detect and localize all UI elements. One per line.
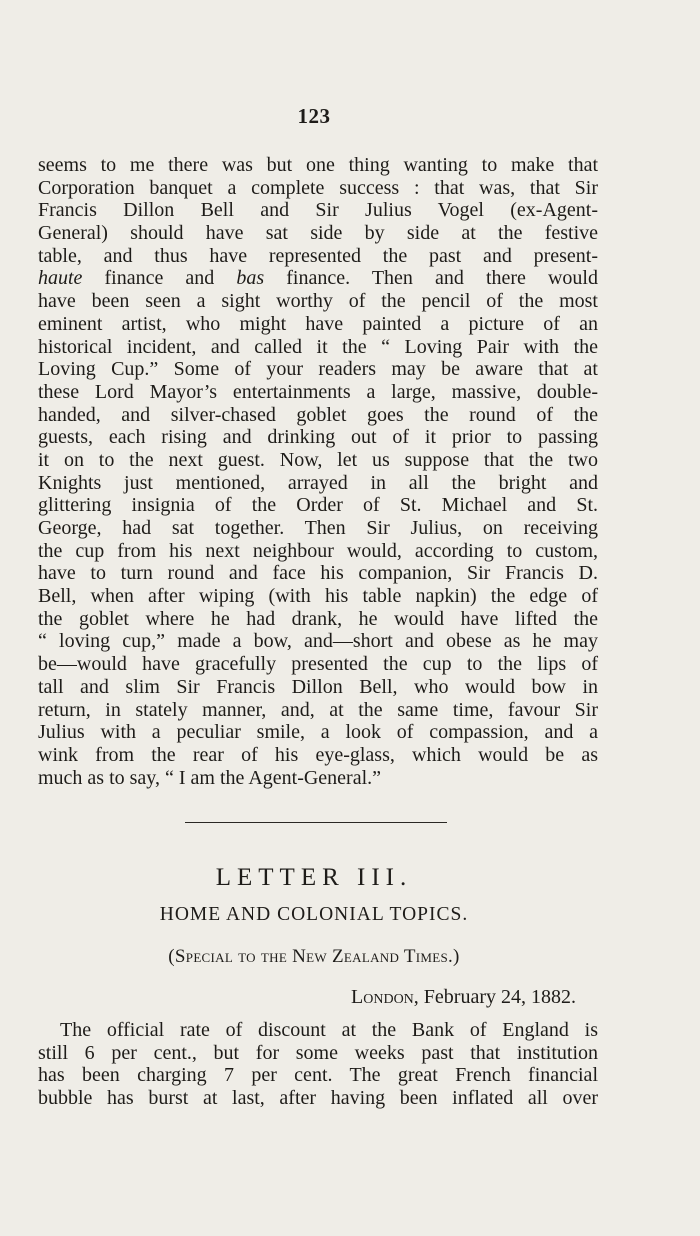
text-line: have to turn round and face his companion, Sir Francis D. <box>38 562 598 585</box>
special-note: (Special to the New Zealand Times.) <box>168 946 460 967</box>
text-line: General) should have sat side by side at the festive <box>38 222 598 245</box>
text-line: Loving Cup.” Some of your readers may be aware that at <box>38 358 598 381</box>
text-line: the cup from his next neighbour would, according to custom, <box>38 539 598 562</box>
text-line: has been charging 7 per cent. The great French financial <box>38 1064 598 1087</box>
dateline <box>0 986 576 1009</box>
letter-heading: LETTER III. <box>215 864 413 891</box>
text-line: have been seen a sight worthy of the pencil of the most <box>38 290 598 313</box>
dateline-place: London, <box>351 986 419 1008</box>
text-line-with-italics <box>38 267 598 290</box>
text-line: historical incident, and called it the “ Loving Pair with the <box>38 335 598 358</box>
text-line: seems to me there was but one thing wanting to make that <box>38 154 598 176</box>
text-line: Francis Dillon Bell and Sir Julius Vogel (ex-Agent- <box>38 199 598 222</box>
text-line: these Lord Mayor’s entertainments a large, massive, double- <box>38 380 598 403</box>
text-line: guests, each rising and drinking out of it prior to passing <box>38 426 598 449</box>
text-line: much as to say, “ I am the Agent-General.” <box>38 766 382 789</box>
text-line: George, had sat together. Then Sir Julius, on receiving <box>38 517 598 539</box>
section-divider <box>185 822 447 823</box>
text-fragment: finance. Then and there would <box>264 267 598 290</box>
text-line: Julius with a peculiar smile, a look of compassion, and a <box>38 721 598 744</box>
paragraph-2 <box>38 1019 598 1110</box>
paragraph-1 <box>38 154 598 789</box>
text-line: The official rate of discount at the Bank of England is <box>60 1019 598 1041</box>
text-line: “ loving cup,” made a bow, and—short and obese as he may <box>38 630 598 653</box>
text-line: eminent artist, who might have painted a picture of an <box>38 312 598 335</box>
text-line: the goblet where he had drank, he would have lifted the <box>38 607 598 630</box>
text-line: Bell, when after wiping (with his table napkin) the edge of <box>38 585 598 608</box>
text-line: wink from the rear of his eye-glass, which would be as <box>38 743 598 766</box>
letter-subheading: HOME AND COLONIAL TOPICS. <box>159 904 469 925</box>
text-line: bubble has burst at last, after having been inflated all over <box>38 1087 598 1110</box>
dateline-date: February 24, 1882. <box>418 986 576 1008</box>
text-line: table, and thus have represented the past and present- <box>38 244 598 267</box>
text-fragment: finance and <box>82 267 237 290</box>
text-line: be—would have gracefully presented the cup to the lips of <box>38 653 598 676</box>
text-line: Corporation banquet a complete success : that was, that Sir <box>38 176 598 199</box>
italic-word: haute <box>38 267 83 290</box>
text-line: glittering insignia of the Order of St. Michael and St. <box>38 494 598 517</box>
text-line: Knights just mentioned, arrayed in all the bright and <box>38 471 598 494</box>
text-line: tall and slim Sir Francis Dillon Bell, who would bow in <box>38 675 598 698</box>
page-number: 123 <box>297 104 331 128</box>
text-line: return, in stately manner, and, at the same time, favour Sir <box>38 698 598 721</box>
text-line: still 6 per cent., but for some weeks past that institution <box>38 1041 598 1064</box>
italic-word: bas <box>236 267 265 290</box>
text-line: it on to the next guest. Now, let us suppose that the two <box>38 448 598 471</box>
text-line: handed, and silver-chased goblet goes the round of the <box>38 403 598 426</box>
